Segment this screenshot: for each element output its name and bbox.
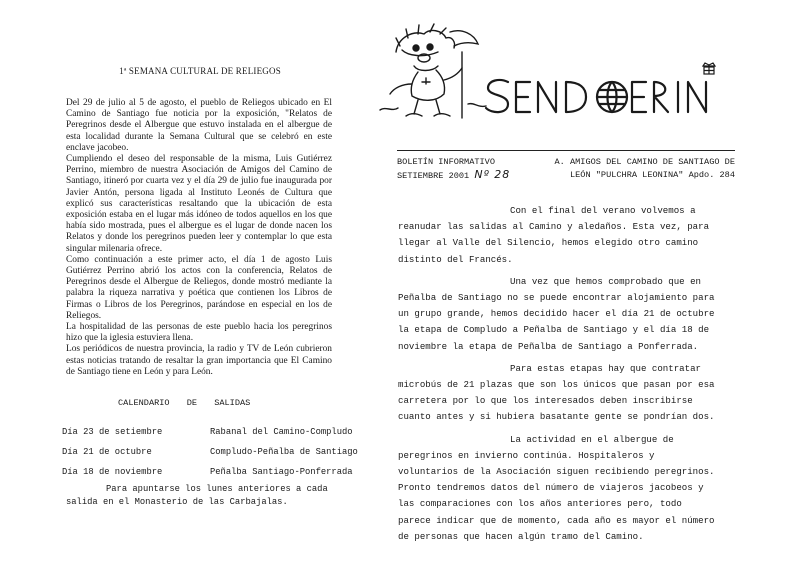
newsletter-paragraph: Para estas etapas hay que contratar microbús de 21 plazas que son los únicos que pasan por esa carretera por lo que los interesados deben inscribirse cuanto antes y si hubiera basatante gente se pondrían dos. xyxy=(398,362,715,423)
newsletter-header xyxy=(397,150,735,182)
calendar-date: Día 21 de octubre xyxy=(62,447,152,457)
article-paragraph: La hospitalidad de las personas de este pueblo hacia los peregrinos hizo que la iglesia estuviera llena. xyxy=(66,322,332,344)
senderin-logo xyxy=(482,74,722,118)
newsletter-body xyxy=(398,203,716,551)
calendar-date: Día 23 de setiembre xyxy=(62,427,163,437)
pilgrim-cartoon-icon xyxy=(378,22,490,122)
calendar-date: Día 18 de noviembre xyxy=(62,467,163,477)
calendar-row xyxy=(62,462,358,482)
article-paragraph: Los periódicos de nuestra provincia, la radio y TV de León cubrieron estas noticias tratando de resaltar la gran importancia que El Camino de Santiago tiene en León y para León. xyxy=(66,344,332,377)
article-paragraph: Como continuación a este primer acto, el día 1 de agosto Luis Gutiérrez Perrino abrió los actos con la conferencia, Relatos de Peregrinos desde el Albergue de Reliegos, donde mostró mediante la palabra la riqueza narrativa y poética que contienen los Libros de Firmas o Libros de los Peregrinos, parándose en especial en los de Reliegos. xyxy=(66,254,332,321)
article-paragraph: Cumpliendo el deseo del responsable de la misma, Luis Gutiérrez Perrino, miembro de nuestra Asociación de Amigos del Camino de Santiago, itineró por cuarta vez y el día 29 de julio fue inaugurada por Javier Antón, persona ligada al Instituto Leonés de Cultura que explicó sus características resaltando que la ubicación de esta exposición estaba en el lugar más idóneo de todos aquellos en los que había sido mostrada, pues el albergue es el lugar de donde nacen los Relatos y donde los peregrinos pueden leer y contemplar lo que esta singular milenaria ofrece. xyxy=(66,154,332,254)
newsletter-paragraph: La actividad en el albergue de peregrinos en invierno continúa. Hospitaleros y voluntarios de la Asociación siguen recibiendo peregrinos. Pronto tendremos datos del número de viajeros jacobeos y las comparaciones con los años anteriores pero, todo parece indicar que de momento, cada año es mayor el número de personas que hacen algún tramo del Camino. xyxy=(398,433,715,542)
association-address: LEÓN "PULCHRA LEONINA" Apdo. 284 xyxy=(569,169,735,180)
issue-number: Nº 28 xyxy=(474,167,511,181)
calendar-route: Rabanal del Camino-Compludo xyxy=(210,427,353,437)
newsletter-paragraph: Con el final del verano volvemos a reanudar las salidas al Camino y aledaños. Esta vez, para llegar al Valle del Silencio, hemos elegido otro camino distinto del Francés. xyxy=(398,205,710,265)
article-title: 1ª SEMANA CULTURAL DE RELIEGOS xyxy=(119,66,281,76)
article-paragraph: Del 29 de julio al 5 de agosto, el pueblo de Reliegos ubicado en El Camino de Santiago fue noticia por la exposición, "Relatos de Peregrinos desde el Albergue que estuvo instalada en el albergue de esta localidad durante la Semana Cultural que se celebró en este enclave jacobeo. xyxy=(66,98,332,153)
bulletin-label: BOLETÍN INFORMATIVO xyxy=(397,157,495,167)
calendar-row xyxy=(62,422,358,442)
calendar-route: Peñalba Santiago-Ponferrada xyxy=(210,467,353,477)
article-body xyxy=(66,98,332,378)
calendar-route: Compludo-Peñalba de Santiago xyxy=(210,447,358,457)
newsletter-paragraph: Una vez que hemos comprobado que en Peñalba de Santiago no se puede encontrar alojamiento para un grupo grande, hemos decidido hacer el día 21 de octubre la etapa de Compludo a Peñalba de Santiago y el día 18 de noviembre la etapa de Peñalba de Santiago a Ponferrada. xyxy=(398,275,715,352)
issue-date: SETIEMBRE 2001 xyxy=(397,170,470,181)
header-line-2 xyxy=(397,169,735,183)
crown-crest-icon xyxy=(701,61,717,75)
calendar-table xyxy=(62,422,358,482)
calendar-title: CALENDARIO DE SALIDAS xyxy=(118,398,251,408)
header-line-1 xyxy=(397,156,735,169)
calendar-row xyxy=(62,442,358,462)
issue-info xyxy=(397,169,510,183)
association-name: A. AMIGOS DEL CAMINO DE SANTIAGO DE xyxy=(554,157,735,167)
signup-note: Para apuntarse los lunes anteriores a cada salida en el Monasterio de las Carbajalas. xyxy=(66,484,328,507)
header-rule xyxy=(397,150,735,151)
